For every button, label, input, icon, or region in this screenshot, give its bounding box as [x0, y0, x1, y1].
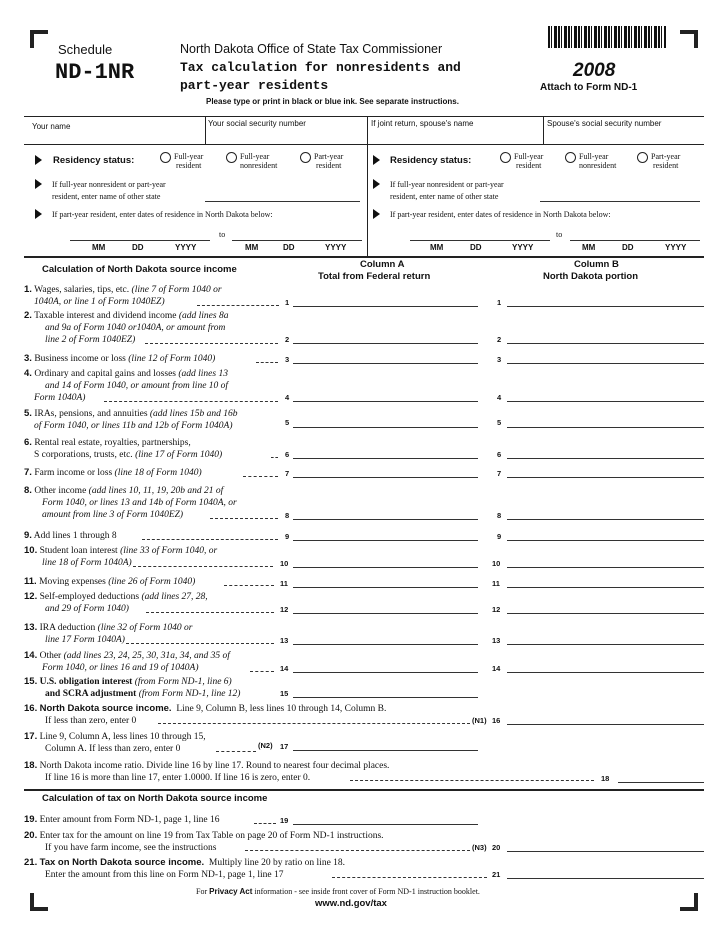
form-title-2: part-year residents	[180, 78, 329, 93]
line-number: 1	[285, 298, 290, 307]
line-9-col-b-input[interactable]	[507, 540, 704, 541]
line-number: 6	[497, 450, 502, 459]
line-number: 16	[492, 716, 501, 725]
crop-mark-bottom-left	[30, 893, 48, 911]
option-label: Part-year resident	[314, 152, 344, 170]
divider	[205, 116, 206, 144]
leader	[256, 362, 278, 363]
radio-spouse-full-year-nonresident[interactable]	[565, 152, 576, 163]
line-7-col-a-input[interactable]	[293, 477, 478, 478]
line-9-col-a-input[interactable]	[293, 540, 478, 541]
spouse-date-to-input[interactable]	[570, 240, 700, 241]
line-number: 8	[497, 511, 502, 520]
line-10-text: 10. Student loan interest (line 33 of Form 1040, or line 18 of Form 1040A)	[24, 545, 218, 568]
line-21-input[interactable]	[507, 878, 704, 879]
dd-label: DD	[132, 243, 144, 252]
line-4-text: 4. Ordinary and capital gains and losses (add lines 13 and 14 of Form 1040, or amount from line 10 of Form 1040A)	[24, 368, 229, 403]
spouse-other-state-input[interactable]	[540, 201, 700, 202]
crop-mark-bottom-right	[680, 893, 698, 911]
leader	[133, 566, 273, 567]
line-18-text: 18. North Dakota income ratio. Divide line 16 by line 17. Round to nearest four decimal places. If line 16 is more than line 17, enter 1.0000. If line 16 is zero, enter 0.	[24, 760, 390, 783]
line-number: 8	[285, 511, 290, 520]
line-number: 12	[492, 605, 501, 614]
other-state-label: If full-year nonresident or part-year resident, enter name of other state	[52, 180, 166, 201]
leader	[216, 751, 256, 752]
line-number: 20	[492, 843, 501, 852]
leader	[250, 671, 274, 672]
line-6-text: 6. Rental real estate, royalties, partnerships, S corporations, trusts, etc. (line 17 of Form 1040)	[24, 437, 223, 460]
crop-mark-top-left	[30, 30, 48, 48]
line-12-text: 12. Self-employed deductions (add lines 27, 28, and 29 of Form 1040)	[24, 591, 208, 614]
line-6-col-b-input[interactable]	[507, 458, 704, 459]
line-3-col-a-input[interactable]	[293, 363, 478, 364]
line-number: 15	[280, 689, 289, 698]
dd-label: DD	[622, 243, 634, 252]
line-6-col-a-input[interactable]	[293, 458, 478, 459]
line-11-col-b-input[interactable]	[507, 587, 704, 588]
line-3-text: 3. Business income or loss (line 12 of Form 1040)	[24, 353, 216, 364]
line-10-col-b-input[interactable]	[507, 567, 704, 568]
line-number: 9	[285, 532, 290, 541]
divider	[24, 256, 704, 258]
line-1-col-b-input[interactable]	[507, 306, 704, 307]
column-b-title: Column B	[574, 259, 619, 270]
website-link[interactable]: www.nd.gov/tax	[315, 898, 387, 909]
line-2-col-a-input[interactable]	[293, 343, 478, 344]
radio-full-year-resident[interactable]	[160, 152, 171, 163]
option-label: Full-year nonresident	[579, 152, 617, 170]
divider	[367, 116, 368, 144]
divider	[24, 116, 704, 117]
radio-full-year-nonresident[interactable]	[226, 152, 237, 163]
line-20-text: 20. Enter tax for the amount on line 19 from Tax Table on page 20 of Form ND-1 instructions. If you have farm income, see the instructions	[24, 830, 384, 853]
line-1-col-a-input[interactable]	[293, 306, 478, 307]
line-15-text: 15. U.S. obligation interest (from Form ND-1, line 6) and SCRA adjustment (from Form ND-1, line 12)	[24, 676, 241, 699]
leader	[142, 539, 278, 540]
line-10-col-a-input[interactable]	[293, 567, 478, 568]
divider	[367, 144, 368, 256]
mm-label: MM	[430, 243, 444, 252]
your-ssn-label: Your social security number	[208, 119, 306, 128]
line-number: 10	[280, 559, 289, 568]
pointer-icon	[35, 155, 42, 165]
radio-part-year-resident[interactable]	[300, 152, 311, 163]
dates-label: If part-year resident, enter dates of residence in North Dakota below:	[52, 210, 273, 219]
tax-year: 2008	[573, 60, 616, 81]
option-label: Full-year resident	[174, 152, 204, 170]
line-16-text: 16. North Dakota source income. Line 9, Column B, less lines 10 through 14, Column B. If less than zero, enter 0	[24, 703, 387, 726]
divider	[543, 116, 544, 144]
line-18-input[interactable]	[618, 782, 704, 783]
line-16-input[interactable]	[507, 724, 704, 725]
date-to-input[interactable]	[232, 240, 362, 241]
yyyy-label: YYYY	[175, 243, 197, 252]
pointer-icon	[373, 155, 380, 165]
dd-label: DD	[283, 243, 295, 252]
column-a-subtitle: Total from Federal return	[318, 271, 431, 282]
line-number: 2	[285, 335, 290, 344]
spouse-date-from-input[interactable]	[410, 240, 550, 241]
mm-label: MM	[92, 243, 106, 252]
option-label: Full-year nonresident	[240, 152, 278, 170]
line-14-col-b-input[interactable]	[507, 672, 704, 673]
line-5-col-a-input[interactable]	[293, 427, 478, 428]
attach-note: Attach to Form ND-1	[540, 82, 638, 93]
pointer-icon	[35, 179, 42, 189]
line-13-col-a-input[interactable]	[293, 644, 478, 645]
line-number: 5	[497, 418, 502, 427]
spouse-other-state-label: If full-year nonresident or part-year resident, enter name of other state	[390, 180, 504, 201]
spouse-ssn-label: Spouse's social security number	[547, 119, 662, 128]
radio-spouse-full-year-resident[interactable]	[500, 152, 511, 163]
line-number: 13	[280, 636, 289, 645]
other-state-input[interactable]	[205, 201, 360, 202]
form-id: ND-1NR	[55, 60, 135, 85]
radio-spouse-part-year-resident[interactable]	[637, 152, 648, 163]
line-7-col-b-input[interactable]	[507, 477, 704, 478]
ink-instructions: Please type or print in black or blue ink. See separate instructions.	[206, 97, 459, 106]
dd-label: DD	[470, 243, 482, 252]
leader	[104, 401, 278, 402]
line-4-col-a-input[interactable]	[293, 401, 478, 402]
line-17-input[interactable]	[293, 750, 478, 751]
line-14-col-a-input[interactable]	[293, 672, 478, 673]
leader	[245, 850, 470, 851]
line-number: 4	[497, 393, 502, 402]
line-14-text: 14. Other (add lines 23, 24, 25, 30, 31a, 34, and 35 of Form 1040, or lines 16 and 19 of 1040A)	[24, 650, 230, 673]
column-b-subtitle: North Dakota portion	[543, 271, 638, 282]
leader	[224, 585, 274, 586]
line-17-text: 17. Line 9, Column A, less lines 10 through 15, Column A. If less than zero, enter 0	[24, 731, 206, 754]
line-7-text: 7. Farm income or loss (line 18 of Form 1040)	[24, 467, 202, 478]
line-2-text: 2. Taxable interest and dividend income (add lines 8a and 9a of Form 1040 or1040A, or amount from line 2 of Form 1040EZ)	[24, 310, 229, 345]
line-number: 5	[285, 418, 290, 427]
line-3-col-b-input[interactable]	[507, 363, 704, 364]
line-number: 13	[492, 636, 501, 645]
leader	[243, 476, 278, 477]
form-title-1: Tax calculation for nonresidents and	[180, 60, 461, 75]
line-number: 19	[280, 816, 289, 825]
line-11-col-a-input[interactable]	[293, 587, 478, 588]
line-number: 4	[285, 393, 290, 402]
line-number: 12	[280, 605, 289, 614]
pointer-icon	[373, 209, 380, 219]
spouse-dates-label: If part-year resident, enter dates of residence in North Dakota below:	[390, 210, 611, 219]
to-label: to	[219, 230, 226, 239]
yyyy-label: YYYY	[665, 243, 687, 252]
line-8-col-b-input[interactable]	[507, 519, 704, 520]
line-2-col-b-input[interactable]	[507, 343, 704, 344]
line-19-text: 19. Enter amount from Form ND-1, page 1, line 16	[24, 814, 220, 825]
spouse-name-label: If joint return, spouse's name	[371, 119, 474, 128]
n2-code: (N2)	[258, 741, 273, 750]
line-number: 10	[492, 559, 501, 568]
line-5-col-b-input[interactable]	[507, 427, 704, 428]
line-number: 6	[285, 450, 290, 459]
leader	[210, 518, 278, 519]
line-number: 9	[497, 532, 502, 541]
pointer-icon	[35, 209, 42, 219]
divider	[24, 789, 704, 791]
option-label: Part-year resident	[651, 152, 681, 170]
line-number: 3	[285, 355, 290, 364]
line-number: 21	[492, 870, 501, 879]
line-number: 7	[285, 469, 290, 478]
line-number: 2	[497, 335, 502, 344]
crop-mark-top-right	[680, 30, 698, 48]
line-number: 14	[280, 664, 289, 673]
leader	[332, 877, 487, 878]
line-9-text: 9. Add lines 1 through 8	[24, 530, 117, 541]
line-number: 11	[492, 579, 500, 588]
mm-label: MM	[582, 243, 596, 252]
leader	[126, 643, 274, 644]
leader	[158, 723, 470, 724]
yyyy-label: YYYY	[512, 243, 534, 252]
leader	[271, 457, 278, 458]
line-number: 7	[497, 469, 502, 478]
leader	[197, 305, 279, 306]
residency-status-label: Residency status:	[53, 155, 135, 166]
line-8-text: 8. Other income (add lines 10, 11, 19, 20b and 21 of Form 1040, or lines 13 and 14b of Form 1040A, or amount from line 3 of Form 1040EZ)	[24, 485, 237, 520]
yyyy-label: YYYY	[325, 243, 347, 252]
privacy-note: For Privacy Act information - see inside front cover of Form ND-1 instruction booklet.	[196, 887, 480, 896]
line-20-input[interactable]	[507, 851, 704, 852]
n3-code: (N3)	[472, 843, 487, 852]
line-8-col-a-input[interactable]	[293, 519, 478, 520]
leader	[146, 612, 274, 613]
leader	[350, 780, 594, 781]
line-4-col-b-input[interactable]	[507, 401, 704, 402]
line-11-text: 11. Moving expenses (line 26 of Form 1040)	[24, 576, 196, 587]
line-1-text: 1. Wages, salaries, tips, etc. (line 7 of Form 1040 or 1040A, or line 1 of Form 1040EZ)	[24, 284, 222, 307]
line-13-col-b-input[interactable]	[507, 644, 704, 645]
your-name-label: Your name	[32, 122, 71, 131]
line-number: 3	[497, 355, 502, 364]
leader	[254, 823, 276, 824]
line-number: 17	[280, 742, 289, 751]
barcode	[548, 26, 666, 48]
line-19-input[interactable]	[293, 824, 478, 825]
line-21-text: 21. Tax on North Dakota source income. Multiply line 20 by ratio on line 18. Enter the amount from this line on Form ND-1, page 1, line 17	[24, 857, 346, 880]
to-label: to	[556, 230, 563, 239]
agency-name: North Dakota Office of State Tax Commissioner	[180, 42, 443, 56]
line-12-col-b-input[interactable]	[507, 613, 704, 614]
section-title-source-income: Calculation of North Dakota source income	[42, 264, 237, 275]
date-from-input[interactable]	[70, 240, 210, 241]
line-number: 14	[492, 664, 501, 673]
line-12-col-a-input[interactable]	[293, 613, 478, 614]
line-15-col-a-input[interactable]	[293, 697, 478, 698]
line-13-text: 13. IRA deduction (line 32 of Form 1040 or line 17 Form 1040A)	[24, 622, 193, 645]
mm-label: MM	[245, 243, 259, 252]
line-number: 11	[280, 579, 288, 588]
section-title-tax: Calculation of tax on North Dakota source income	[42, 793, 268, 804]
line-number: 1	[497, 298, 502, 307]
schedule-label: Schedule	[58, 42, 113, 57]
line-5-text: 5. IRAs, pensions, and annuities (add lines 15b and 16b of Form 1040, or lines 11b and 12b of Form 1040A)	[24, 408, 238, 431]
column-a-title: Column A	[360, 259, 405, 270]
divider	[24, 144, 704, 145]
option-label: Full-year resident	[514, 152, 544, 170]
pointer-icon	[373, 179, 380, 189]
spouse-residency-label: Residency status:	[390, 155, 472, 166]
leader	[145, 343, 278, 344]
line-number: 18	[601, 774, 610, 783]
n1-code: (N1)	[472, 716, 487, 725]
